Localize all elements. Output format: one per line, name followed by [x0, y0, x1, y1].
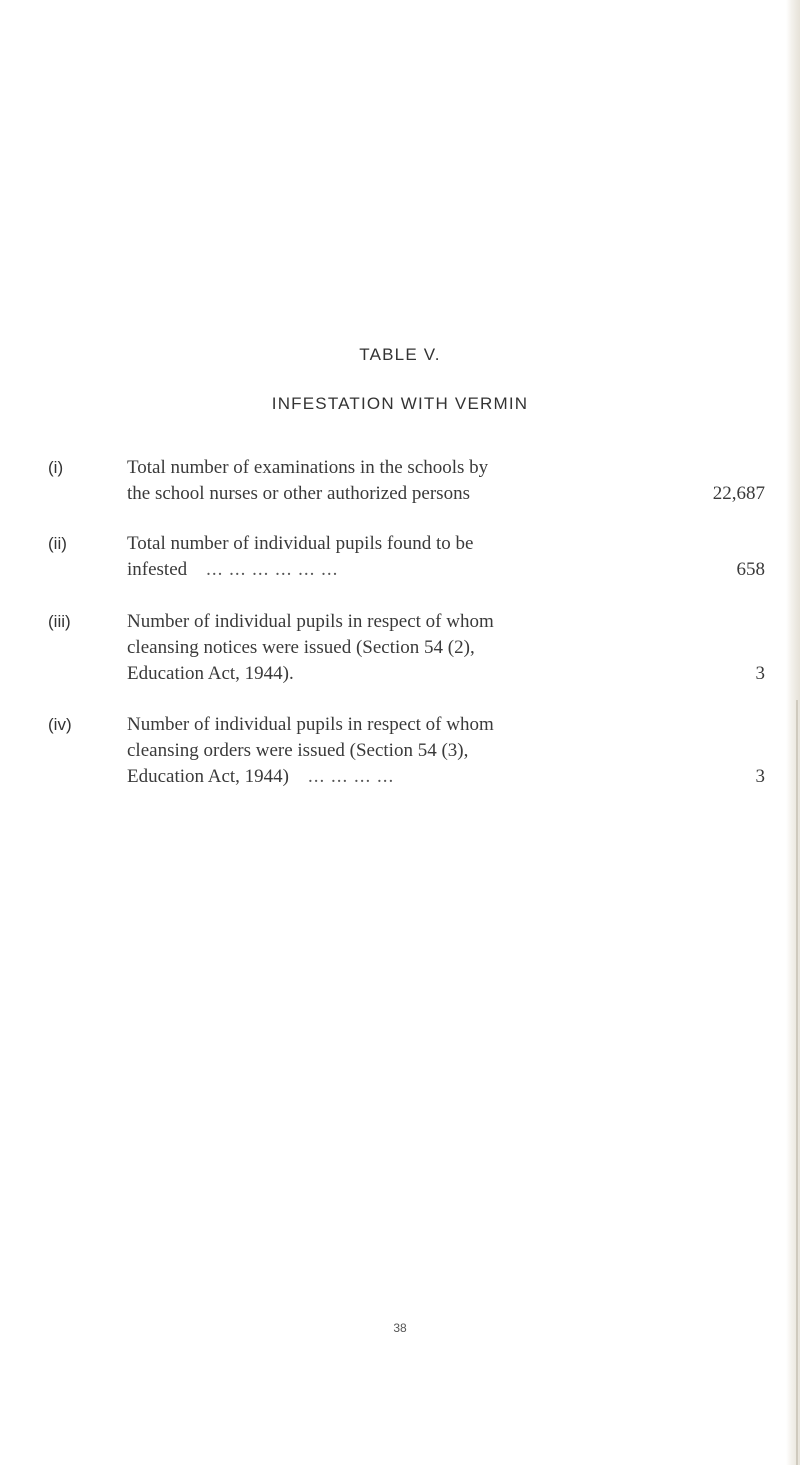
- item-number: (iv): [48, 715, 72, 734]
- item-line: Number of individual pupils in respect of whom: [127, 611, 494, 632]
- item-line: Number of individual pupils in respect of whom: [127, 714, 494, 735]
- item-number: (ii): [48, 534, 67, 553]
- item-text: [127, 531, 667, 583]
- dot-leader: ... ... ... ...: [308, 766, 395, 787]
- item-value: 3: [755, 766, 765, 787]
- dot-leader: ... ... ... ... ... ...: [206, 559, 339, 580]
- binding-edge-line: [796, 700, 798, 1465]
- item-text: [127, 712, 667, 790]
- item-number: (i): [48, 458, 64, 477]
- item-value: 658: [736, 559, 765, 580]
- item-text: [127, 609, 667, 687]
- item-line-with-leader: [127, 557, 667, 583]
- item-line: the school nurses or other authorized persons: [127, 483, 470, 504]
- item-value: 3: [755, 663, 765, 684]
- item-line-text: infested: [127, 559, 188, 580]
- item-line: Education Act, 1944).: [127, 663, 294, 684]
- item-number: (iii): [48, 612, 71, 631]
- item-line: cleansing notices were issued (Section 54 (2),: [127, 637, 475, 658]
- item-line: Total number of individual pupils found to be: [127, 533, 474, 554]
- table-title: TABLE V.: [359, 345, 441, 364]
- item-value: 22,687: [712, 483, 765, 504]
- item-line: Total number of examinations in the schools by: [127, 457, 489, 478]
- item-line: cleansing orders were issued (Section 54 (3),: [127, 740, 469, 761]
- table-subtitle: INFESTATION WITH VERMIN: [271, 394, 529, 413]
- item-text: [127, 455, 667, 507]
- item-line-with-leader: [127, 764, 667, 790]
- item-line-text: Education Act, 1944): [127, 766, 289, 787]
- page-number: 38: [393, 1321, 407, 1335]
